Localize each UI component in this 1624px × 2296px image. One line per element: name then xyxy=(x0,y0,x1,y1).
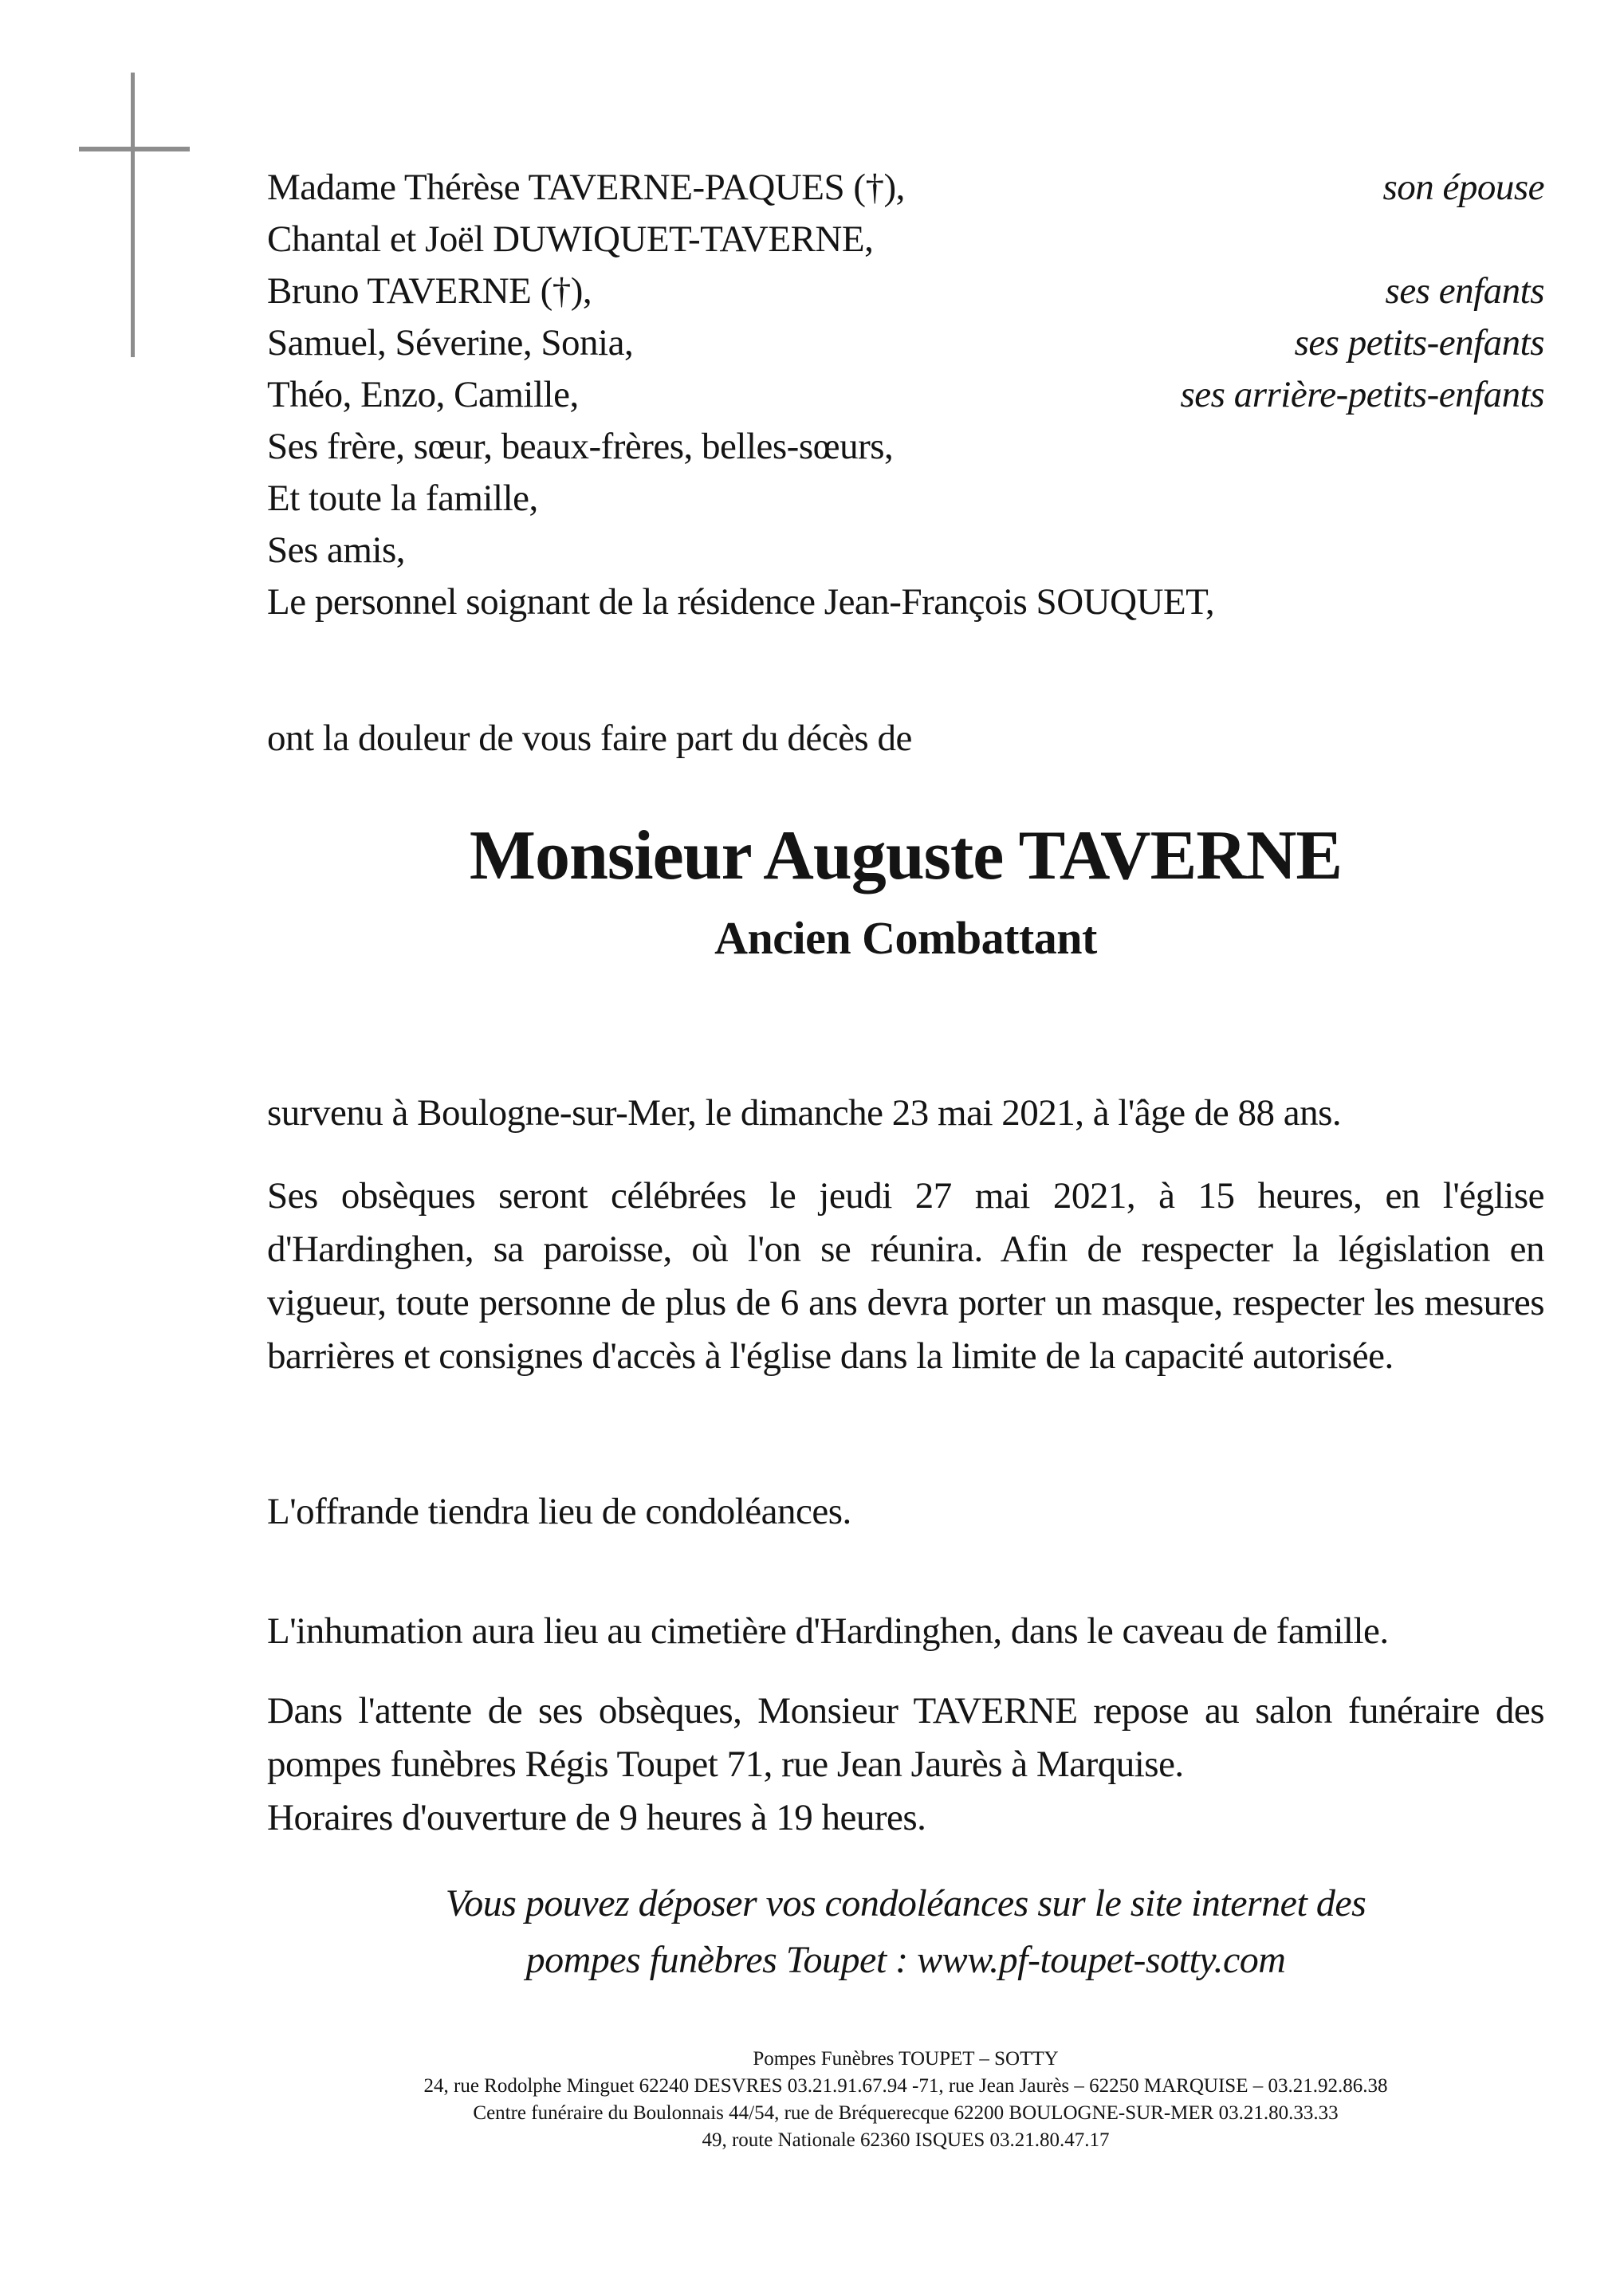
funeral-home-address-line: Centre funéraire du Boulonnais 44/54, rue de Bréquerecque 62200 BOULOGNE-SUR-MER 03.21.80.33.33 xyxy=(473,2102,1339,2124)
repose-paragraph: Dans l'attente de ses obsèques, Monsieur TAVERNE repose au salon funéraire des pompes funèbres Régis Toupet 71, rue Jean Jaurès à Marquise. xyxy=(267,1690,1544,1785)
funeral-home-name: Pompes Funèbres TOUPET – SOTTY xyxy=(753,2048,1059,2070)
funeral-home-address-line: 24, rue Rodolphe Minguet 62240 DESVRES 03.21.91.67.94 -71, rue Jean Jaurès – 62250 MARQUISE – 03.21.92.86.38 xyxy=(423,2075,1388,2097)
family-row xyxy=(267,162,1544,214)
family-row xyxy=(267,369,1544,421)
family-member-name: Et toute la famille, xyxy=(267,478,538,519)
opening-hours-line: Horaires d'ouverture de 9 heures à 19 heures. xyxy=(267,1797,926,1838)
funeral-home-footer xyxy=(267,2046,1544,2154)
announcement-intro: ont la douleur de vous faire part du décès de xyxy=(267,718,912,759)
family-member-name: Bruno TAVERNE (†), xyxy=(267,270,592,312)
ceremony-paragraph: Ses obsèques seront célébrées le jeudi 27 mai 2021, à 15 heures, en l'église d'Hardinghen, sa paroisse, où l'on se réunira. Afin de respecter la législation en vigueur, toute personne de plus de 6 ans devra porter un masque, respecter les mesures barrières et consignes d'accès à l'église dans la limite de la capacité autorisée. xyxy=(267,1175,1544,1377)
offering-line: L'offrande tiendra lieu de condoléances. xyxy=(267,1491,851,1532)
repose-block xyxy=(267,1685,1544,1845)
latin-cross-horizontal-bar xyxy=(79,147,190,151)
family-row xyxy=(267,265,1544,317)
family-member-name: Théo, Enzo, Camille, xyxy=(267,374,579,415)
family-member-name: Samuel, Séverine, Sonia, xyxy=(267,322,634,364)
deceased-honorific: Ancien Combattant xyxy=(714,912,1097,964)
family-relation-label: ses arrière-petits-enfants xyxy=(1180,374,1544,415)
family-relation-label: son épouse xyxy=(1382,167,1544,208)
family-row xyxy=(267,473,1544,525)
family-row xyxy=(267,525,1544,576)
deceased-name: Monsieur Auguste TAVERNE xyxy=(469,817,1343,894)
family-row xyxy=(267,317,1544,369)
family-relation-label: ses enfants xyxy=(1385,270,1544,312)
condolences-note-line: Vous pouvez déposer vos condoléances sur le site internet des xyxy=(445,1882,1366,1924)
latin-cross-vertical-bar xyxy=(131,73,135,357)
family-relation-label: ses petits-enfants xyxy=(1294,322,1544,364)
family-list xyxy=(267,162,1544,628)
burial-line: L'inhumation aura lieu au cimetière d'Hardinghen, dans le caveau de famille. xyxy=(267,1610,1389,1652)
family-member-name: Ses amis, xyxy=(267,529,406,571)
family-row xyxy=(267,214,1544,265)
death-notice-line: survenu à Boulogne-sur-Mer, le dimanche 23 mai 2021, à l'âge de 88 ans. xyxy=(267,1092,1342,1134)
family-member-name: Le personnel soignant de la résidence Jean-François SOUQUET, xyxy=(267,581,1215,623)
family-member-name: Ses frère, sœur, beaux-frères, belles-sœurs, xyxy=(267,426,894,467)
condolences-note xyxy=(267,1875,1544,1988)
funeral-home-address-line: 49, route Nationale 62360 ISQUES 03.21.80.47.17 xyxy=(702,2129,1110,2151)
condolences-note-line: pompes funèbres Toupet : www.pf-toupet-sotty.com xyxy=(525,1939,1286,1981)
family-row xyxy=(267,576,1544,628)
family-row xyxy=(267,421,1544,473)
family-member-name: Chantal et Joël DUWIQUET-TAVERNE, xyxy=(267,218,874,260)
family-member-name: Madame Thérèse TAVERNE-PAQUES (†), xyxy=(267,167,905,208)
deceased-header xyxy=(267,815,1544,969)
